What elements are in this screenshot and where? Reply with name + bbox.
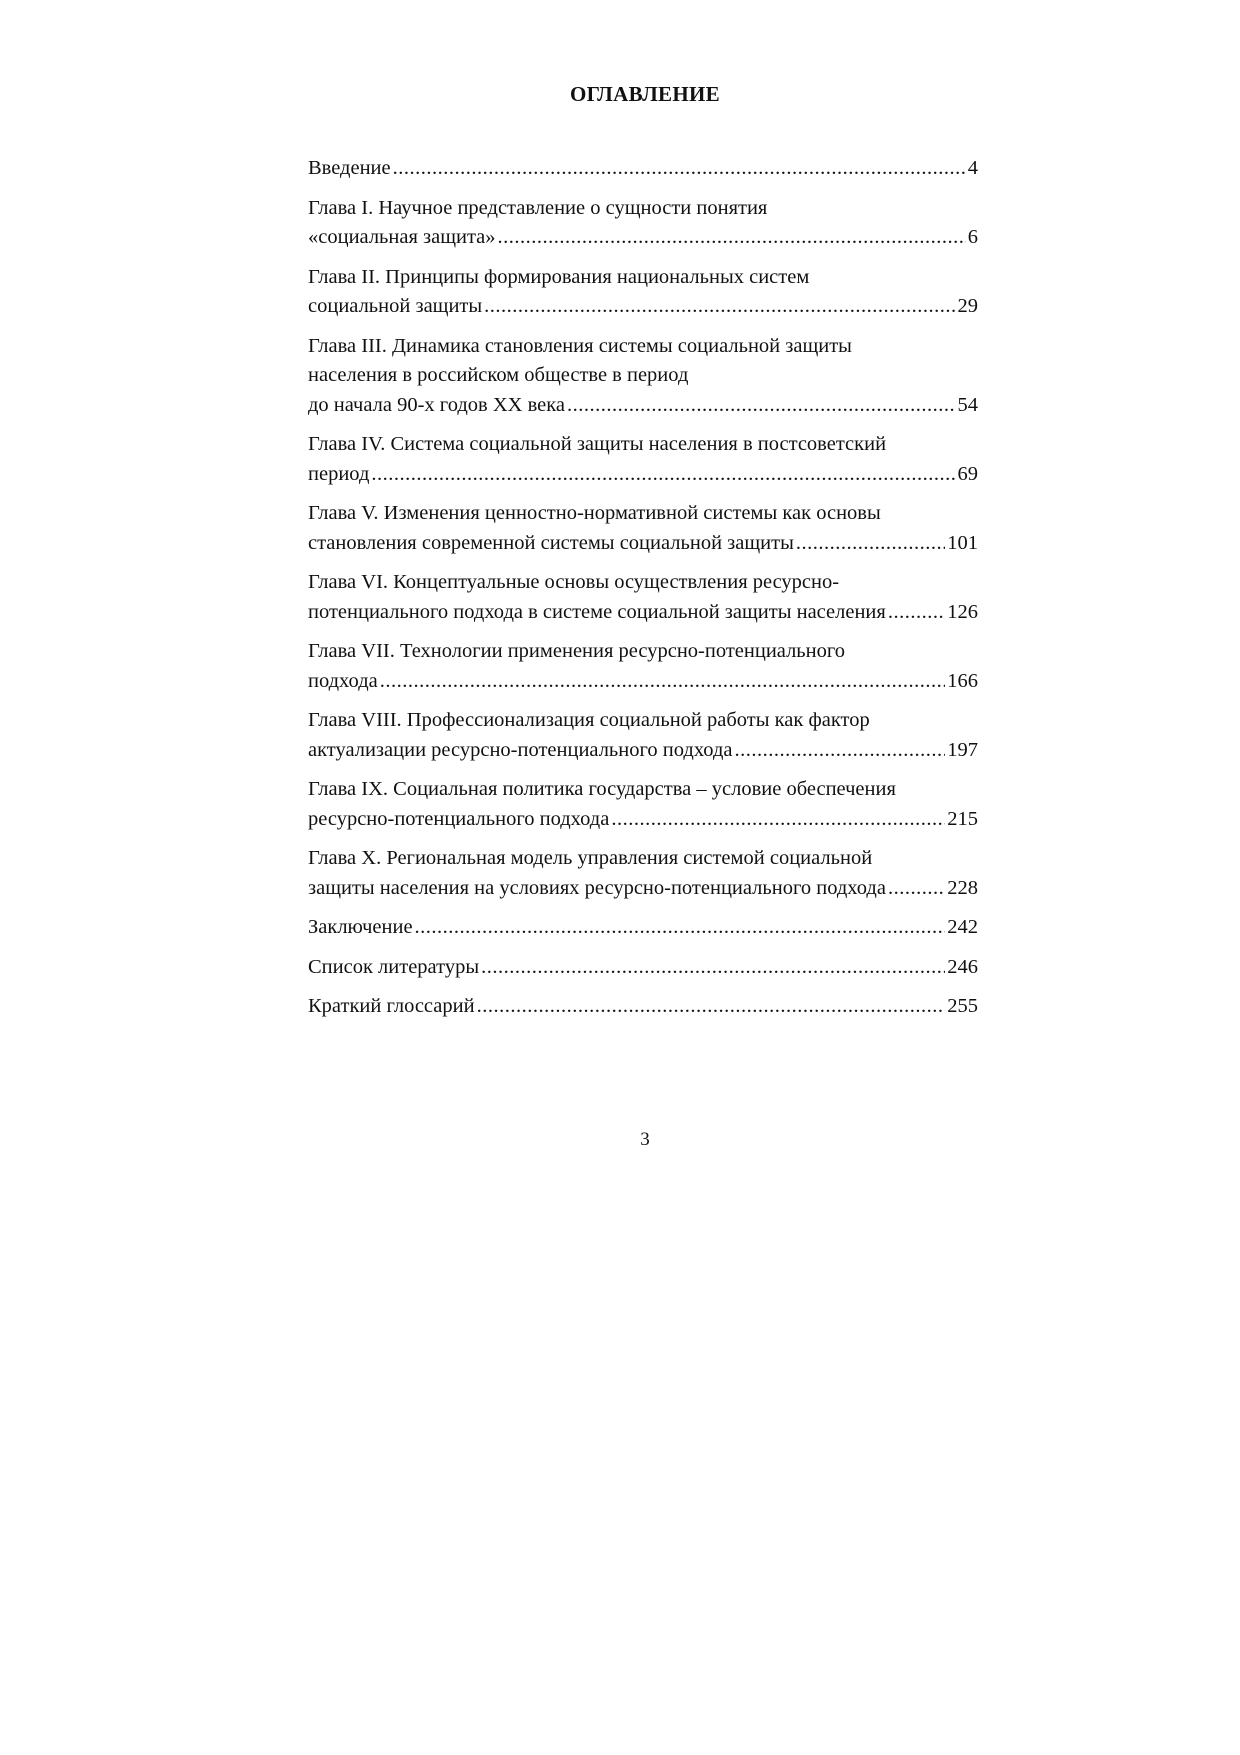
toc-entry[interactable] [308,775,978,834]
toc-entry[interactable] [308,499,978,558]
toc-entry-last-line [308,874,978,904]
dot-leader [380,667,946,697]
dot-leader [371,460,955,490]
toc-entry[interactable] [308,263,978,322]
toc-page-number: 29 [957,295,978,317]
toc-entry-last-line [308,223,978,253]
toc-entry-last-line [308,992,978,1022]
toc-entry-title-text: Краткий глоссарий [308,995,475,1017]
toc-entry[interactable] [308,430,978,489]
toc-entry-title-line: Глава II. Принципы формирования национальных систем [308,265,810,288]
dot-leader [567,391,956,421]
toc-page-number: 228 [947,876,978,899]
toc-entry-last-line [308,460,978,490]
toc-entry[interactable] [308,194,978,253]
toc-entry-last-line [308,529,978,559]
toc-entry[interactable] [308,844,978,903]
toc-entry[interactable] [308,992,978,1022]
toc-entry-last-line [308,598,978,628]
toc-entry-title-line: Глава VIII. Профессионализация социальной работы как фактор [308,709,870,731]
toc-entry-last-line [308,953,978,983]
page-number: 3 [640,1129,650,1150]
toc-entry-last-line [308,154,978,184]
toc-page-number: 255 [947,995,978,1017]
toc-page-number: 197 [947,738,978,761]
dot-leader [481,953,945,983]
toc-page-number: 215 [947,807,978,830]
toc-entry-title-line: Глава IV. Система социальной защиты населения в постсоветский [308,433,887,455]
toc-entry[interactable] [308,568,978,627]
toc-page-number: 242 [947,916,978,938]
toc-entry-title-line: населения в российском обществе в период [308,364,689,386]
dot-leader [415,913,946,943]
toc-page-number: 166 [947,669,978,692]
page-title: ОГЛАВЛЕНИЕ [570,82,720,106]
toc-entry-title-text: Заключение [308,916,413,938]
dot-leader [611,805,945,835]
dot-leader [477,992,946,1022]
toc-page-number: 69 [957,462,978,485]
toc-page-number: 246 [947,955,978,978]
dot-leader [484,292,955,322]
dot-leader [735,736,946,766]
toc-entry-last-line [308,292,978,322]
toc-entry[interactable] [308,154,978,184]
toc-page-number: 54 [957,393,978,416]
toc-entry-title-text: ресурсно-потенциального подхода [308,807,610,830]
toc-entry-title-line: Глава X. Региональная модель управления системой социальной [308,847,873,869]
toc-entry-last-line [308,667,978,697]
toc-page-number: 4 [967,157,978,179]
toc-entry[interactable] [308,706,978,765]
toc-page-number: 6 [967,226,978,248]
toc-entry-title-text: социальной защиты [308,295,483,317]
toc-entry-title-text: Список литературы [308,955,480,978]
toc-entry-last-line [308,391,978,421]
toc-entry-last-line [308,805,978,835]
toc-entry-title-text: «социальная защита» [308,226,496,248]
toc-page-number: 101 [947,531,978,554]
toc-entry-last-line [308,736,978,766]
toc-entry-title-text: актуализации ресурсно-потенциального подхода [308,738,733,761]
toc-entry[interactable] [308,637,978,696]
dot-leader [796,529,945,559]
toc-entry-last-line [308,913,978,943]
toc-entry-title-text: подхода [308,669,378,692]
toc-entry[interactable] [308,913,978,943]
toc-entry-title-text: защиты населения на условиях ресурсно-потенциального подхода [308,876,886,899]
dot-leader [393,154,966,184]
toc-entry-title-line: Глава IX. Социальная политика государства – условие обеспечения [308,778,896,800]
dot-leader [498,223,966,253]
toc-entry-title-line: Глава I. Научное представление о сущности понятия [308,196,768,219]
toc-entry-title-line: Глава V. Изменения ценностно-нормативной системы как основы [308,502,881,524]
dot-leader [888,874,945,904]
toc-entry-title-line: Глава III. Динамика становления системы социальной защиты [308,334,852,357]
toc-entry-title-text: Введение [308,157,391,179]
toc-entry-title-line: Глава VI. Концептуальные основы осуществления ресурсно- [308,571,840,593]
toc-entry-title-text: потенциального подхода в системе социальной защиты населения [308,600,886,623]
toc-entry[interactable] [308,332,978,421]
table-of-contents [308,154,978,1032]
toc-entry-title-text: период [308,462,370,485]
toc-entry-title-line: Глава VII. Технологии применения ресурсно-потенциального [308,640,846,662]
toc-entry-title-text: до начала 90-х годов XX века [308,393,565,416]
toc-page-number: 126 [947,600,978,623]
toc-entry[interactable] [308,953,978,983]
toc-entry-title-text: становления современной системы социальной защиты [308,531,794,554]
dot-leader [888,598,945,628]
